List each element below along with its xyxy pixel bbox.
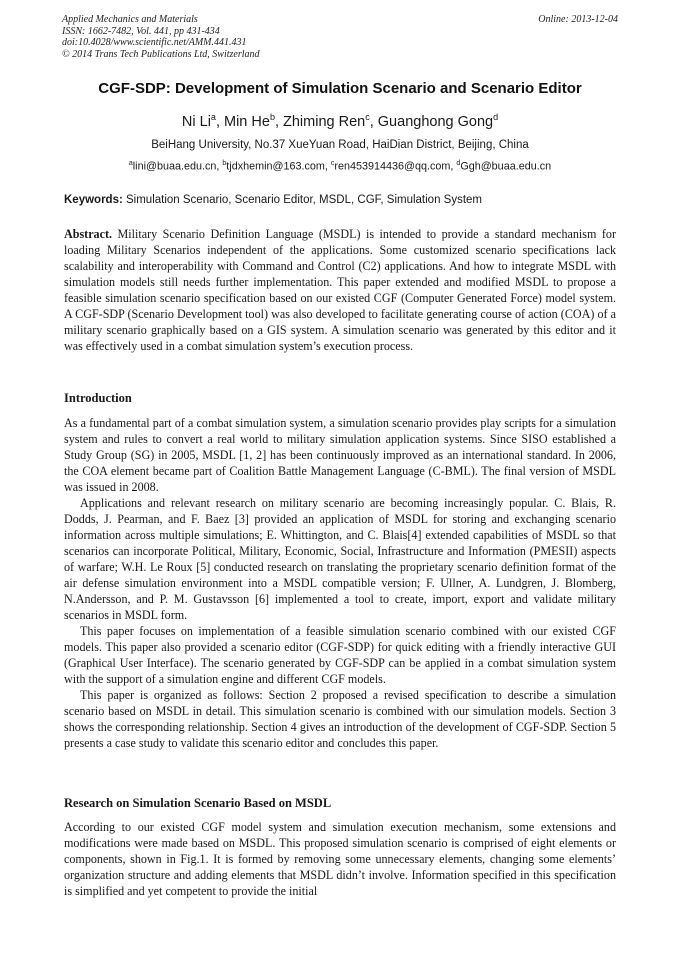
- paragraph: Applications and relevant research on military scenario are becoming increasingly popular. C. Blais, R. Dodds, J. Pearman, and F. Baez [3] provided an application of MSDL for storing and exchanging scenario information across multiple simulations; E. Whittington, and C. Blais[4] extended capabilities of MSDL so that scenarios can incorporate Political, Military, Economic, Social, Infrastructure and Information (PMESII) aspects of warfare; W.H. Le Roux [5] conducted research on translating the proprietary scenario definition format of the air defense simulation environment into a MSDL compatible version; F. Ullner, A. Lundgren, J. Blomberg, N.Andersson, and P. M. Gustavsson [6] implemented a tool to create, import, export and validate military scenarios in MSDL form.: [64, 496, 616, 622]
- email-sup: a: [128, 160, 133, 167]
- author-name: Guanghong Gong: [377, 113, 494, 130]
- email-address[interactable]: ren453914436@qq.com: [334, 160, 451, 173]
- email-sup: d: [456, 160, 461, 167]
- author-sup: d: [493, 112, 499, 122]
- email-address[interactable]: lini@buaa.edu.cn: [132, 160, 217, 173]
- journal-copyright: © 2014 Trans Tech Publications Ltd, Switzerland: [62, 48, 260, 60]
- paragraph: According to our existed CGF model system and simulation execution mechanism, some extensions and modifications were made based on MSDL. This proposed simulation scenario is comprised of eight elements or components, shown in Fig.1. It is formed by removing some unnecessary elements, changing some elements’ organization structure and adding elements that MSDL didn’t involve. Information specified in this specification is simplified and yet competent to provide the initial: [64, 820, 616, 898]
- email-address[interactable]: tjdxhemin@163.com: [226, 160, 325, 173]
- email-address[interactable]: Ggh@buaa.edu.cn: [460, 160, 552, 173]
- author-sup: c: [365, 112, 370, 122]
- paragraph: This paper is organized as follows: Section 2 proposed a revised specification to describe a simulation scenario based on MSDL in detail. This simulation scenario is combined with our simulation models. Section 3 shows the corresponding relationship. Section 4 gives an introduction of the development of CGF-SDP. Section 5 presents a case study to validate this scenario editor and concludes this paper.: [64, 688, 616, 750]
- abstract-label: Abstract.: [64, 227, 113, 241]
- email-sup: c: [330, 160, 335, 167]
- author-name: Min He: [224, 113, 270, 130]
- author-name: Zhiming Ren: [283, 113, 366, 130]
- email-sup: b: [222, 160, 227, 167]
- journal-doi: doi:10.4028/www.scientific.net/AMM.441.431: [62, 37, 247, 48]
- paragraph: As a fundamental part of a combat simulation system, a simulation scenario provides play scripts for a simulation system and rules to convert a real world to military simulation application systems. Since SISO established a Study Group (SG) in 2005, MSDL [1, 2] has been continuously improved as an international standard. In 2006, the COA element became part of Coalition Battle Management Language (C-BML). The final version of MSDL was issued in 2008.: [64, 416, 616, 494]
- section-heading-research: Research on Simulation Scenario Based on MSDL: [64, 796, 332, 810]
- paragraph: This paper focuses on implementation of a feasible simulation scenario combined with our existed CGF models. This paper also provided a scenario editor (CGF-SDP) for quick editing with a friendly interactive GUI (Graphical User Interface). The scenario generated by CGF-SDP can be applied in a combat simulation system with the support of a simulation engine and different CGF models.: [64, 624, 616, 686]
- journal-name: Applied Mechanics and Materials: [62, 14, 198, 25]
- journal-issn: ISSN: 1662-7482, Vol. 441, pp 431-434: [62, 25, 220, 37]
- online-date: Online: 2013-12-04: [538, 14, 618, 25]
- keywords: [64, 194, 616, 206]
- introduction-body: [64, 415, 616, 751]
- abstract-text: Military Scenario Definition Language (MSDL) is intended to provide a standard mechanism for loading Military Scenarios independent of the applications. Some customized scenario specifications lack scalability and interoperability with Command and Control (C2) applications. And how to integrate MSDL with simulation models still needs further implementation. This paper extended and modified MSDL to propose a feasible simulation scenario specification based on our existed CGF (Computer Generated Force) model system. A CGF-SDP (Scenario Development tool) was also developed to facilitate generating course of action (COA) of a military scenario graphically based on a GIS system. A simulation scenario was generated by this editor and it was effectively used in a combat simulation system’s execution process.: [64, 227, 616, 353]
- section-heading-introduction: Introduction: [64, 391, 132, 405]
- keywords-text: Simulation Scenario, Scenario Editor, MSDL, CGF, Simulation System: [126, 194, 483, 206]
- author-name: Ni Li: [181, 113, 211, 130]
- paper-title: CGF-SDP: Development of Simulation Scenario and Scenario Editor: [98, 80, 582, 97]
- author-sup: a: [210, 112, 216, 122]
- author-list: Ni Li$^a$, Min He$^b$, Zhiming Ren$^c$, Guanghong Gong$^d$: [181, 112, 499, 130]
- email-list: $^a$lini@buaa.edu.cn, $^b$tjdxhemin@163.com, $^c$ren453914436@qq.com, $^d$Ggh@buaa.edu.cn: [128, 160, 552, 173]
- journal-header: [62, 14, 618, 60]
- affiliation: BeiHang University, No.37 XueYuan Road, HaiDian District, Beijing, China: [151, 139, 529, 151]
- abstract: [64, 226, 616, 354]
- keywords-label: Keywords:: [64, 194, 123, 206]
- author-sup: b: [269, 112, 275, 122]
